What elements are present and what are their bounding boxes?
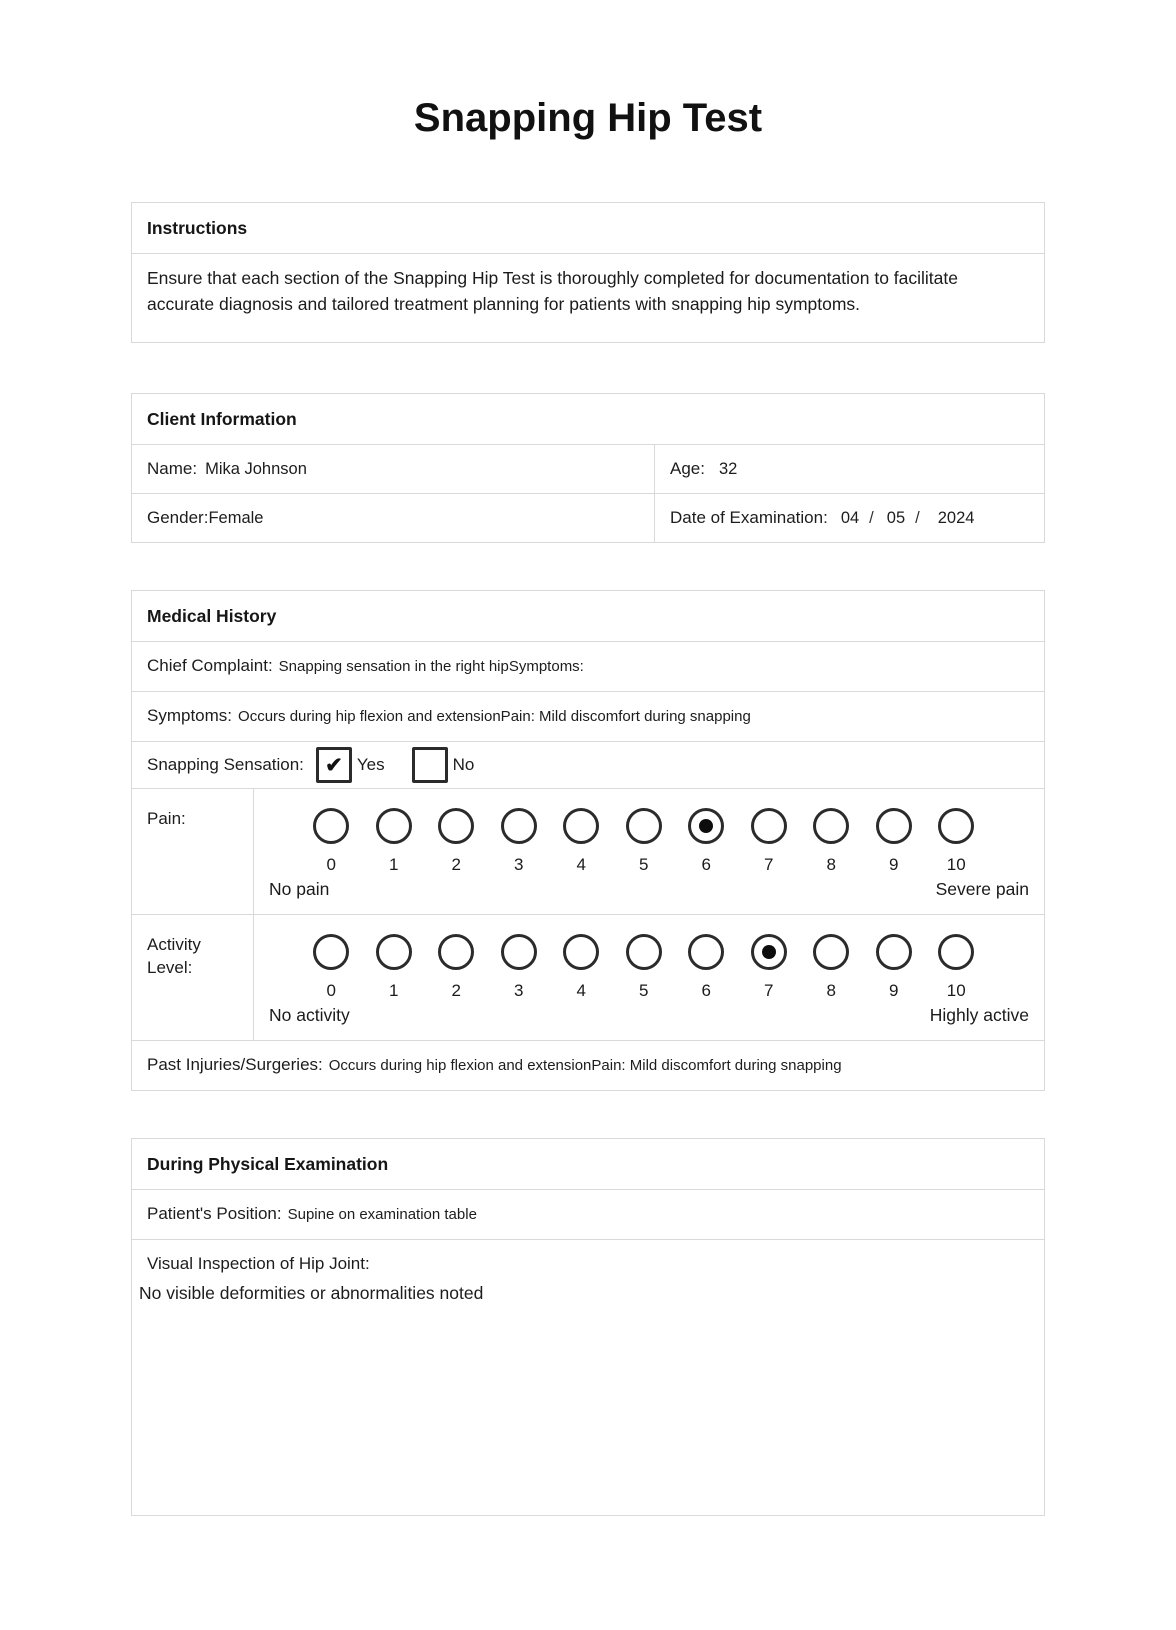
pain-tick-label-2: 2 [451,855,461,874]
instructions-body: Ensure that each section of the Snapping Hip Test is thoroughly completed for documentation to facilitate accurate diagnosis and tailored treatment planning for patients with snapping hip symptoms. [147,268,958,314]
pain-radio-6[interactable] [688,808,724,844]
medical-history-header: Medical History [132,591,1044,642]
section-physical-examination [131,1138,1045,1516]
snapping-no-label: No [452,755,475,774]
activity-tick-label-4: 4 [576,981,586,1000]
activity-option-2 [425,934,488,1001]
visual-inspection-label: Visual Inspection of Hip Joint: [147,1254,370,1273]
pain-radio-3[interactable] [501,808,537,844]
snapping-yes-label: Yes [356,755,385,774]
pain-radio-8[interactable] [813,808,849,844]
activity-tick-label-0: 0 [326,981,336,1000]
pain-option-4 [550,808,613,875]
activity-radio-1[interactable] [376,934,412,970]
pain-tick-label-10: 10 [946,855,966,874]
pain-tick-label-8: 8 [826,855,836,874]
pain-radio-1[interactable] [376,808,412,844]
pain-options [300,789,1029,875]
activity-tick-label-10: 10 [946,981,966,1000]
activity-tick-label-3: 3 [514,981,524,1000]
pain-tick-label-0: 0 [326,855,336,874]
activity-radio-8[interactable] [813,934,849,970]
pain-tick-label-4: 4 [576,855,586,874]
activity-option-6 [675,934,738,1001]
activity-radio-0[interactable] [313,934,349,970]
pain-tick-label-9: 9 [889,855,899,874]
activity-option-7 [738,934,801,1001]
pain-radio-5[interactable] [626,808,662,844]
examination-date-label: Date of Examination: [670,508,828,527]
chief-complaint-label: Chief Complaint: [147,656,273,675]
activity-end-labels [269,1005,1029,1026]
physical-examination-header: During Physical Examination [132,1139,1044,1190]
activity-radio-3[interactable] [501,934,537,970]
pain-tick-label-5: 5 [639,855,649,874]
visual-inspection-field[interactable]: No visible deformities or abnormalities noted [139,1283,484,1303]
pain-option-7 [738,808,801,875]
patient-position-row [132,1190,1044,1240]
date-day-field[interactable]: 05 [886,509,906,527]
activity-min-label: No activity [269,1005,350,1025]
snapping-sensation-row [132,742,1044,789]
past-injuries-label: Past Injuries/Surgeries: [147,1055,323,1074]
activity-radio-5[interactable] [626,934,662,970]
activity-options [300,915,1029,1001]
activity-option-9 [863,934,926,1001]
pain-radio-9[interactable] [876,808,912,844]
age-field[interactable]: 32 [718,460,738,478]
pain-min-label: No pain [269,879,330,899]
date-separator: / [915,509,920,527]
symptoms-field[interactable]: Occurs during hip flexion and extensionPain: Mild discomfort during snapping [238,708,751,725]
patient-position-label: Patient's Position: [147,1204,282,1223]
name-label: Name: [147,459,198,478]
gender-cell [132,494,655,542]
examination-date-cell [655,494,1044,542]
activity-option-8 [800,934,863,1001]
activity-option-5 [613,934,676,1001]
activity-radio-10[interactable] [938,934,974,970]
pain-tick-label-3: 3 [514,855,524,874]
activity-tick-label-6: 6 [701,981,711,1000]
pain-radio-7[interactable] [751,808,787,844]
pain-option-1 [363,808,426,875]
client-information-header: Client Information [132,394,1044,445]
activity-tick-label-9: 9 [889,981,899,1000]
pain-tick-label-7: 7 [764,855,774,874]
pain-option-2 [425,808,488,875]
activity-option-0 [300,934,363,1001]
activity-level-scale [254,915,1044,1040]
date-month-field[interactable]: 04 [840,509,860,527]
instructions-header: Instructions [132,203,1044,254]
section-instructions [131,202,1045,343]
activity-option-3 [488,934,551,1001]
symptoms-label: Symptoms: [147,706,233,725]
pain-label: Pain: [132,789,254,914]
activity-radio-6[interactable] [688,934,724,970]
patient-position-field[interactable]: Supine on examination table [287,1206,477,1223]
pain-end-labels [269,879,1029,900]
activity-level-label: Activity Level: [132,915,254,1040]
visual-inspection-row [132,1240,1044,1515]
pain-max-label: Severe pain [935,879,1029,899]
activity-option-4 [550,934,613,1001]
past-injuries-field[interactable]: Occurs during hip flexion and extensionPain: Mild discomfort during snapping [328,1057,842,1074]
activity-option-10 [925,934,988,1001]
activity-radio-9[interactable] [876,934,912,970]
pain-radio-2[interactable] [438,808,474,844]
name-field[interactable]: Mika Johnson [205,460,307,478]
snapping-no-checkbox[interactable] [412,747,448,783]
past-injuries-row [132,1041,1044,1090]
activity-radio-2[interactable] [438,934,474,970]
pain-option-5 [613,808,676,875]
pain-option-3 [488,808,551,875]
section-client-information [131,393,1045,543]
activity-option-1 [363,934,426,1001]
pain-option-9 [863,808,926,875]
age-cell [655,445,1044,493]
chief-complaint-row [132,642,1044,692]
activity-max-label: Highly active [929,1005,1029,1025]
pain-scale-row [132,789,1044,915]
pain-option-0 [300,808,363,875]
client-row-2 [132,494,1044,542]
symptoms-row [132,692,1044,742]
section-medical-history [131,590,1045,1091]
snapping-yes-checkbox[interactable]: ✔ [316,747,352,783]
activity-radio-4[interactable] [563,934,599,970]
activity-scale-row [132,915,1044,1041]
page-title: Snapping Hip Test [413,96,763,140]
date-year-field[interactable]: 2024 [937,509,975,527]
activity-tick-label-5: 5 [639,981,649,1000]
client-row-1 [132,445,1044,494]
activity-tick-label-2: 2 [451,981,461,1000]
activity-tick-label-7: 7 [764,981,774,1000]
pain-radio-10[interactable] [938,808,974,844]
pain-radio-4[interactable] [563,808,599,844]
name-cell [132,445,655,493]
pain-scale [254,789,1044,914]
pain-tick-label-6: 6 [701,855,711,874]
activity-tick-label-8: 8 [826,981,836,1000]
gender-label: Gender: [147,508,209,527]
pain-option-8 [800,808,863,875]
pain-radio-0[interactable] [313,808,349,844]
gender-field[interactable]: Female [208,509,264,527]
chief-complaint-field[interactable]: Snapping sensation in the right hipSymptoms: [278,658,584,675]
snapping-sensation-label: Snapping Sensation: [147,755,304,774]
activity-tick-label-1: 1 [389,981,399,1000]
age-label: Age: [670,459,705,478]
pain-option-6 [675,808,738,875]
pain-option-10 [925,808,988,875]
pain-tick-label-1: 1 [389,855,399,874]
date-separator: / [869,509,874,527]
activity-radio-7[interactable] [751,934,787,970]
